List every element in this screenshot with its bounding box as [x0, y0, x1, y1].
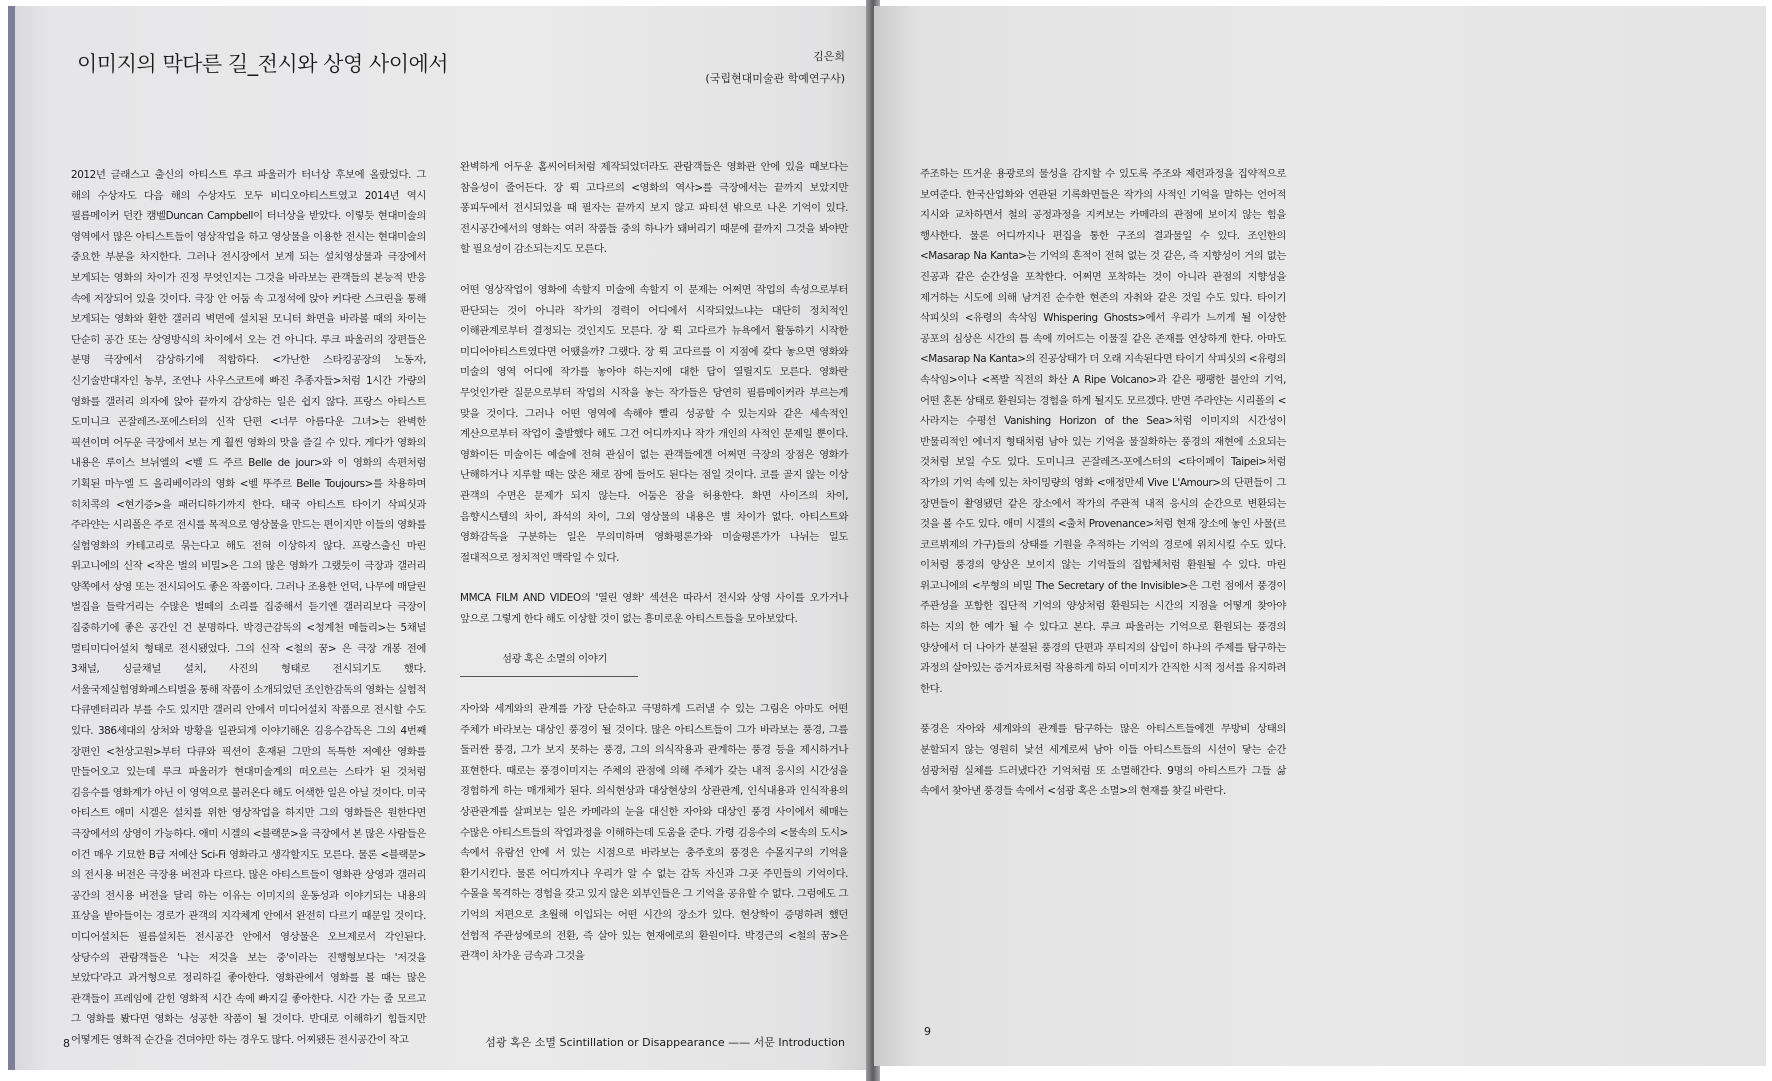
text-column-3 [920, 164, 1286, 822]
page-number-right: 9 [924, 1025, 931, 1038]
paragraph: 2012년 글래스고 출신의 아티스트 루크 파울러가 터너상 후보에 올랐었다. 그 해의 수상자도 다음 해의 수상자도 모두 비디오아티스트였고 2014년 역시 필름메이커 던칸 캠벨Duncan Campbell이 터너상을 받았다. 이렇듯 현대미술의 영역에서 많은 아티스트들이 영상작업을 하고 영상물을 이용한 전시는 현대미술의 중요한 부분을 차지한다. 그러나 전시장에서 보게 되는 설치영상물과 극장에서 보게되는 영화의 차이가 진정 무엇인지는 그것을 바라보는 관객들의 본능적 반응 속에 저장되어 있을 것이다. 극장 안 어둠 속 고정석에 앉아 커다란 스크린을 통해 보게되는 영화와 환한 갤러리 벽면에 설치된 모니터 화면을 바라볼 때의 차이는 단순히 공간 또는 상영방식의 차이에서 오는 건 아니다. 루크 파울러의 장편들은 분명 극장에서 감상하기에 적합하다. <가난한 스타킹공장의 노동자, 신기술반대자인 농부, 조연나 사우스코트에 빠진 추종자들>처럼 1시간 가량의 영화를 갤러리 의자에 앉아 끝까지 감상하는 일은 쉽지 않다. 프랑스 아티스트 도미니크 곤잘레즈-포에스터의 신작 단편 <너무 아름다운 그녀>는 완벽한 픽션이며 어두운 극장에서 보는 게 훨씬 영화의 맛을 즐길 수 있다. 게다가 영화의 내용은 루이스 브뉘엘의 <벨 드 주르 Belle de jour>와 이 영화의 속편처럼 기획된 마누엘 드 올리베이라의 영화 <벨 뚜주르 Belle Toujours>를 차용하며 히치콕의 <현기증>을 패러디하기까지 한다. 태국 아티스트 타이기 삭피싯과 주라얀는 시리폴은 주로 전시를 목적으로 영상물을 만드는 편이지만 이들의 영화를 실험영화의 카테고리로 묶는다고 해도 전혀 이상하지 않다. 프랑스출신 마린 위고니에의 신작 <작은 벌의 비밀>은 그의 많은 영화가 그랬듯이 극장과 갤러리 양쪽에서 상영 또는 전시되어도 좋은 작품이다. 그러나 조용한 언덕, 나무에 매달린 벌집을 들락거리는 수많은 벌떼의 소리를 집중해서 듣기엔 갤러리보다 극장이 집중하기에 좋은 공간인 건 분명하다. 박경근감독의 <청계천 메들리>는 5채널 멀티미디어설치 형태로 전시됐었다. 그의 신작 <철의 꿈> 은 극장 개봉 전에 3채널, 싱글채널 설치, 사진의 형태로 전시되기도 했다. 서울국제실험영화페스티벌을 통해 작품이 소개되었던 조인한감독의 영화는 실험적 다큐멘터리라 부를 수도 있지만 갤러리 안에서 미디어설치 작품으로 전시할 수도 있다. 386세대의 상처와 방황을 일관되게 이야기해온 김응수감독은 그의 4번째 장편인 <천상고원>부터 다큐와 픽션이 혼재된 그만의 독특한 저예산 영화를 만들어오고 있는데 루크 파울러가 현대미술계의 떠오르는 스타가 된 것처럼 김응수를 영화계가 아닌 이 영역으로 불러온다 해도 어색한 일은 아닐 것이다. 미국 아티스트 애미 시겔은 설치를 위한 영상작업을 하지만 그의 영화들은 원한다면 극장에서의 상영이 가능하다. 애미 시겔의 <블랙문>을 극장에서 본 많은 사람들은 이건 매우 기묘한 B급 저예산 Sci-Fi 영화라고 생각할지도 모른다. 물론 <블랙문>의 전시용 버전은 극장용 버전과 다르다. 많은 아티스트들이 영화관 상영과 갤러리 공간의 전시용 버전을 달리 하는 이유는 이미지의 운동성과 이야기되는 내용의 표상을 받아들이는 경로가 관객의 지각체계 안에서 완전히 다르기 때문일 것이다. 미디어설치든 필름설치든 전시공간 안에서 영상물은 오브제로서 각인된다. 상당수의 관람객들은 '나는 저것을 보는 중'이라는 진행형보다는 '저것을 보았다'라고 과거형으로 정리하길 좋아한다. 영화관에서 영화를 볼 때는 많은 관객들이 프레임에 갇힌 영화적 시간 속에 빠지길 좋아한다. 시간 가는 줄 모르고 그 영화를 봤다면 영화는 성공한 작품이 될 것이다. 반대로 이해하기 힘들지만 어떻게든 영화적 순간을 견뎌야만 하는 경우도 많다. 어찌됐든 전시공간이 작고 [71, 169, 427, 1046]
paragraph: MMCA FILM AND VIDEO의 '열린 영화' 섹션은 따라서 전시와 상영 사이를 오가거나 앞으로 그렇게 한다 해도 이상할 것이 없는 흥미로운 아티스트들을 모아보았다. [460, 592, 848, 625]
author-name: 김은희 [813, 50, 845, 63]
running-footer: 섬광 혹은 소멸 Scintillation or Disappearance —— 서문 Introduction [485, 1036, 845, 1049]
paragraph: 주조하는 뜨거운 용광로의 물성을 감지할 수 있도록 주조와 제련과정을 집약적으로 보여준다. 한국산업화와 연관된 기록화면들은 작가의 사적인 기억을 말하는 언어적 지시와 교차하면서 철의 공정과정을 지켜보는 카메라의 관점에 보이지 않는 힘을 행사한다. 물론 어디까지나 편집을 통한 구조의 결과물일 수 있다. 조인한의 <Masarap Na Kanta>는 기억의 흔적이 전혀 없는 것 같은, 즉 지향성이 거의 없는 진공과 같은 순간성을 포착한다. 어쩌면 포착하는 것이 아니라 관점의 지향성을 제거하는 시도에 의해 남겨진 순수한 현존의 자취와 같은 것일 수도 있다. 타이기 삭피싯의 <유령의 속삭임 Whispering Ghosts>에서 우리가 느끼게 될 이상한 공포의 심상은 시간의 틈 속에 끼어드는 이물질 같은 존재를 연상하게 한다. 아마도 <Masarap Na Kanta>의 진공상태가 더 오래 지속된다면 타이기 삭피싯의 <유령의 속삭임>이나 <폭발 직전의 화산 A Ripe Volcano>과 같은 팽팽한 불안의 기억, 어떤 혼돈 상태로 환원되는 경험을 하게 될지도 모르겠다. 반면 주라얀논 시리폴의 <사라지는 수평선 Vanishing Horizon of the Sea>처럼 이미지의 시간성이 반물리적인 에너지 형태처럼 남아 있는 기억을 물질화하는 풍경의 재현에 소요되는 것처럼 보일 수도 있다. 도미니크 곤잘레즈-포에스터의 <타이페이 Taipei>처럼 작가의 기억 속에 있는 차이밍량의 영화 <애정만세 Vive L'Amour>의 단편들이 그 장면들이 촬영됐던 같은 장소에서 작가의 주관적 내적 응시의 순간으로 변환되는 것을 볼 수도 있다. 애미 시겔의 <출처 Provenance>처럼 현재 장소에 놓인 사물(르 코르뷔제의 가구)들의 상태를 기원을 추적하는 기억의 경로에 위치시킬 수도 있다. 이처럼 풍경의 양상은 보이지 않는 기억들의 집합체처럼 환원될 수 있다. 마린 위고니에의 <무형의 비밀 The Secretary of the Invisible>은 그런 점에서 풍경이 주관성을 포함한 집단적 기억의 양상처럼 환원되는 시간의 지점을 어떻게 찾아야 하는 지의 한 예가 될 수 있다고 본다. 루크 파울러는 기억으로 환원되는 풍경의 양상에서 더 나아가 분절된 풍경의 단편과 푸티지의 삽입이 하나의 주제를 탐구하는 과정의 살아있는 증거자료처럼 작용하게 하되 이미지가 간직한 시적 정서를 유지하려 한다. [920, 168, 1286, 695]
author-block [705, 46, 845, 90]
left-page [8, 6, 877, 1070]
paragraph: 어떤 영상작업이 영화에 속할지 미술에 속할지 이 문제는 어쩌면 작업의 속성으로부터 판단되는 것이 아니라 작가의 경력이 어디에서 시작되었느냐는 대단히 정치적인 이해관계로부터 결정되는 것인지도 모른다. 장 뤽 고다르가 뉴욕에서 활동하기 시작한 미디어아티스트였다면 어땠을까? 그랬다. 장 뤽 고다르를 이 지점에 갖다 놓으면 영화와 미술의 영역 어디에 작가를 놓아야 하는지에 대한 답이 열릴지도 모른다. 영화란 무엇인가란 질문으로부터 작업의 시작을 놓는 작가들은 당연히 필름메이커라 부르는게 맞을 것이다. 그러나 어떤 영역에 속해야 빨리 성공할 수 있는지와 같은 세속적인 계산으로부터 작업이 출발했다 해도 그건 어디까지나 작가 개인의 사적인 문제일 뿐이다. 영화이든 미술이든 예술에 전혀 관심이 없는 관객들에겐 어쩌면 극장의 장점은 영화가 난해하거나 지루할 때는 앉은 채로 잠에 들어도 된다는 점일 것이다. 코를 골지 않는 이상 관객의 수면은 문제가 되지 않는다. 어둠은 잠을 허용한다. 화면 사이즈의 차이, 음향시스템의 차이, 좌석의 차이, 그외 영상물의 내용은 별 차이가 없다. 아티스트와 영화감독을 구분하는 일은 무의미하며 영화평론가와 미술평론가가 나뉘는 일도 절대적으로 정치적인 맥락일 수 있다. [460, 283, 848, 564]
text-column-1 [71, 165, 426, 1071]
page-number-left: 8 [63, 1037, 70, 1050]
text-column-2 [460, 157, 848, 987]
article-title: 이미지의 막다른 길_전시와 상영 사이에서 [77, 52, 449, 76]
paragraph: 완벽하게 어두운 홈씨어터처럼 제작되었더라도 관람객들은 영화관 안에 있을 때보다는 참을성이 줄어든다. 장 뤽 고다르의 <영화의 역사>를 극장에서는 끝까지 보았지만 퐁피두에서 전시되었을 때 필자는 끝까지 보지 않고 파티션 밖으로 나온 기억이 있다. 전시공간에서의 영화는 여러 작품들 중의 하나가 돼버리기 때문에 끝까지 그것을 봐야만 할 필요성이 감소되는지도 모른다. [460, 161, 848, 256]
paragraph: 자아와 세계와의 관계를 가장 단순하고 극명하게 드러낼 수 있는 그림은 아마도 어떤 주체가 바라보는 대상인 풍경이 될 것이다. 많은 아티스트들이 그가 바라보는 풍경, 그를 둘러싼 풍경, 그가 보지 못하는 풍경, 그의 의식작용과 관계하는 풍경 등을 제시하거나 표현한다. 때로는 풍경이미지는 주체의 관점에 의해 주체가 갖는 내적 응시의 시간성을 경험하게 하는 매개체가 된다. 의식현상과 대상현상의 상관관계, 인식내용과 인식작용의 상관관계를 살펴보는 일은 카메라의 눈을 대신한 자아와 대상인 풍경 사이에서 헤매는 수많은 아티스트들의 작업과정을 이해하는데 도움을 준다. 가령 김응수의 <물속의 도시> 속에서 유람선 안에 서 있는 시점으로 바라보는 충주호의 풍경은 수몰지구의 기억을 환기시킨다. 물론 어디까지나 우리가 알 수 없는 감독 자신과 그곳 주민들의 기억이다. 수몰을 목격하는 경험을 갖고 있지 않은 외부인들은 그 기억을 공유할 수 없다. 그럼에도 그 기억의 저편으로 초월해 이입되는 어떤 시간의 장소가 있다. 현상학이 증명하려 했던 선험적 주관성에로의 전환, 즉 살아 있는 현재에로의 환원이다. 박경근의 <철의 꿈>은 관객이 차가운 금속과 그것을 [460, 703, 848, 963]
paragraph: 풍경은 자아와 세계와의 관계를 탐구하는 많은 아티스트들에겐 무방비 상태의 분할되지 않는 영원히 낯선 세계로써 남아 이들 아티스트들의 시선이 닿는 순간 섬광처럼 실체를 드러냈다간 기억처럼 또 소멸해간다. 9명의 아티스트가 그들 삶 속에서 찾아낸 풍경들 속에서 <섬광 혹은 소멸>의 현재를 찾길 바란다. [920, 723, 1286, 798]
right-page [874, 6, 1766, 1066]
section-heading: 섬광 혹은 소멸의 이야기 [460, 649, 638, 677]
author-affiliation: (국립현대미술관 학예연구사) [705, 72, 845, 85]
